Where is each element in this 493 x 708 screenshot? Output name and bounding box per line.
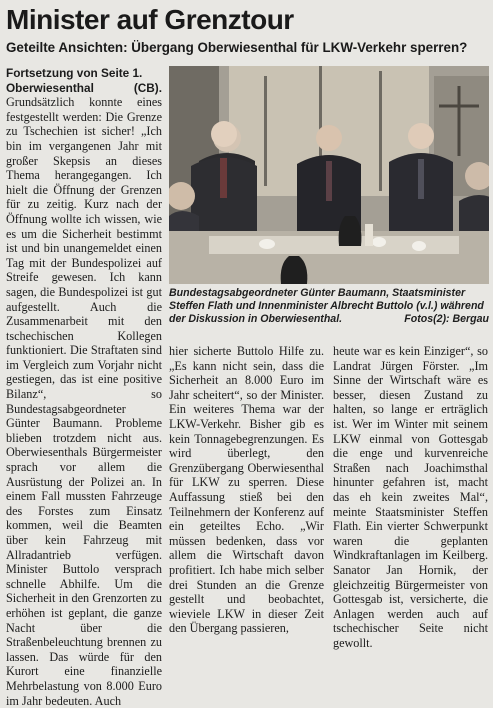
continuation-note: Fortsetzung von Seite 1. (6, 66, 143, 80)
column-3-body: heute war es kein Einziger“, so Landrat Jürgen Förster. „Im Sinne der Wirtschaft wäre es besser, diesen Zustand zu halten, so lange er erträglich ist. Wer im Winter mit seinem LKW einmal von Gottesgab die enge und kurvenreiche Straßen nach Joachimsthal hinunter gefahren ist, macht das eh kein zweites Mal“, meinte Staatsminister Steffen Flath. Ein vierter Schwerpunkt waren die geplanten Windkraftanlagen im Keilberg. Sanator Jan Hornik, der gleichzeitig Bürgermeister von Gottesgab ist, versicherte, die Anlagen werden auch auf tschechischer Seite nicht gewollt. (333, 344, 488, 650)
column-1-body: Grundsätzlich konnte eines festgestellt werden: Die Grenze zu Tschechien ist sicher! „Ich bin im vergangenen Jahr mit großer Skepsis an dieses Thema herangegangen. Ich hielt die Öffnung der Grenzen für zu zeitig. Kurz nach der Öffnung wollte ich wissen, wie es um die Sicherheit bestimmt ist und bin unangemeldet einen Tag mit der Bundespolizei auf Streife gewesen. Ich kann sagen, die Bundespolizei ist gut aufgestellt. Auch die Zusammenarbeit mit den tschechischen Kollegen funktioniert. Die Straftaten sind im Vergleich zum Vorjahr nicht gestiegen, das ist eine positive Bilanz“, so Bundestagsabgeordneter Günter Baumann. Probleme blieben trotzdem nicht aus. Oberwiesenthals Bürgermeister sprach vor allem die Ausrüstung der Polizei an. In einem Fall mussten Fahrzeuge des Forstes zum Einsatz kommen, weil die Beamten über kein Fahrzeug mit Allradantrieb verfügen. Minister Buttolo versprach schnelle Abhilfe. Um die Sicherheit in den Grenzorten zu erhöhen ist geplant, die ganze Nacht über die Straßenbeleuchtung brennen zu lassen. Das würde für den Kurort eine finanzielle Mehrbelastung von 8.000 Euro im Jahr bedeuten. Auch (6, 95, 162, 708)
column-2-body: hier sicherte Buttolo Hilfe zu. „Es kann nicht sein, dass die Sicherheit an 8.000 Euro im Jahr scheitert“, so der Minister. Ein weiteres Thema war der LKW-Verkehr. Bisher gib es kein Tonnagebegrenzungen. Es wird überlegt, den Grenzübergang Oberwiesenthal für LKW zu sperren. Diese Auffassung stieß bei den Teilnehmern der Konferenz auf ein geteiltes Echo. „Wir müssen bedenken, dass vor allem die Wirtschaft davon profitiert. Ich habe mich selber drei Stunden an die Grenze gestellt und beobachtet, wieviele LKW in dieser Zeit den Übergang passieren, (169, 344, 324, 636)
article-column-2 (169, 344, 324, 636)
caption-text: Bundestagsabgeordneter Günter Baumann, Staatsminister Steffen Flath und Innenminister Albrecht Buttolo (v.l.) während der Diskussion in Oberwiesenthal. (169, 287, 484, 325)
dateline (6, 81, 162, 96)
photo-illustration (169, 66, 489, 284)
subtitle: Geteilte Ansichten: Übergang Oberwiesenthal für LKW-Verkehr sperren? (6, 40, 468, 55)
article-column-3 (333, 344, 488, 650)
article-column-1 (6, 66, 162, 708)
photo-caption (169, 287, 489, 326)
photo-credit: Fotos(2): Bergau (404, 313, 489, 325)
dateline-place: Oberwiesenthal (6, 80, 94, 95)
headline: Minister auf Grenztour (6, 4, 294, 35)
article-photo (169, 66, 489, 284)
dateline-tag: (CB). (133, 80, 162, 95)
